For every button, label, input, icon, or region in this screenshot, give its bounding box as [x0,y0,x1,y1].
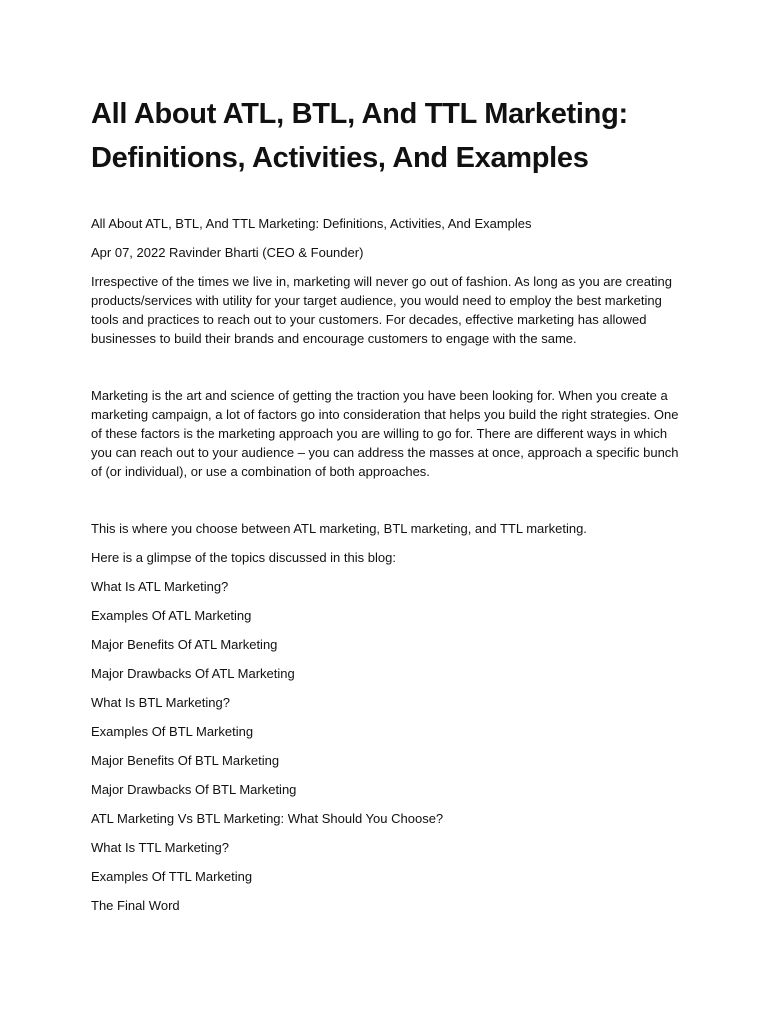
topic-item: What Is ATL Marketing? [91,579,229,594]
topics-list [91,577,681,915]
paragraph-3: This is where you choose between ATL marketing, BTL marketing, and TTL marketing. [91,521,587,536]
document-content [91,92,681,925]
paragraph-1: Irrespective of the times we live in, marketing will never go out of fashion. As long as you are creating products/services with utility for your target audience, you would need to employ the best marketing tools and practices to reach out to your customers. For decades, effective marketing has allowed businesses to build their brands and encourage customers to engage with the same. [91,274,672,346]
topic-item: ATL Marketing Vs BTL Marketing: What Should You Choose? [91,811,444,826]
topic-item: What Is TTL Marketing? [91,840,229,855]
topic-item: Examples Of TTL Marketing [91,869,253,884]
topic-item: Major Benefits Of ATL Marketing [91,637,278,652]
page-title [91,92,681,180]
topic-item: The Final Word [91,898,180,913]
page-title-line-2: Definitions, Activities, And Examples [91,142,589,174]
document-subtitle: All About ATL, BTL, And TTL Marketing: Definitions, Activities, And Examples [91,216,532,231]
topic-item: Major Benefits Of BTL Marketing [91,753,280,768]
paragraph-4: Here is a glimpse of the topics discussed in this blog: [91,550,396,565]
topic-item: Major Drawbacks Of BTL Marketing [91,782,297,797]
topic-item: Examples Of BTL Marketing [91,724,254,739]
page-title-line-1: All About ATL, BTL, And TTL Marketing: [91,98,628,130]
topic-item: What Is BTL Marketing? [91,695,230,710]
topic-item: Major Drawbacks Of ATL Marketing [91,666,295,681]
paragraph-2: Marketing is the art and science of getting the traction you have been looking for. When you create a marketing campaign, a lot of factors go into consideration that helps you build the right strategies. One of these factors is the marketing approach you are willing to go for. There are different ways in which you can reach out to your audience – you can address the masses at once, approach a specific bunch of (or individual), or use a combination of both approaches. [91,388,679,479]
topic-item: Examples Of ATL Marketing [91,608,252,623]
publish-meta: Apr 07, 2022 Ravinder Bharti (CEO & Founder) [91,245,364,260]
